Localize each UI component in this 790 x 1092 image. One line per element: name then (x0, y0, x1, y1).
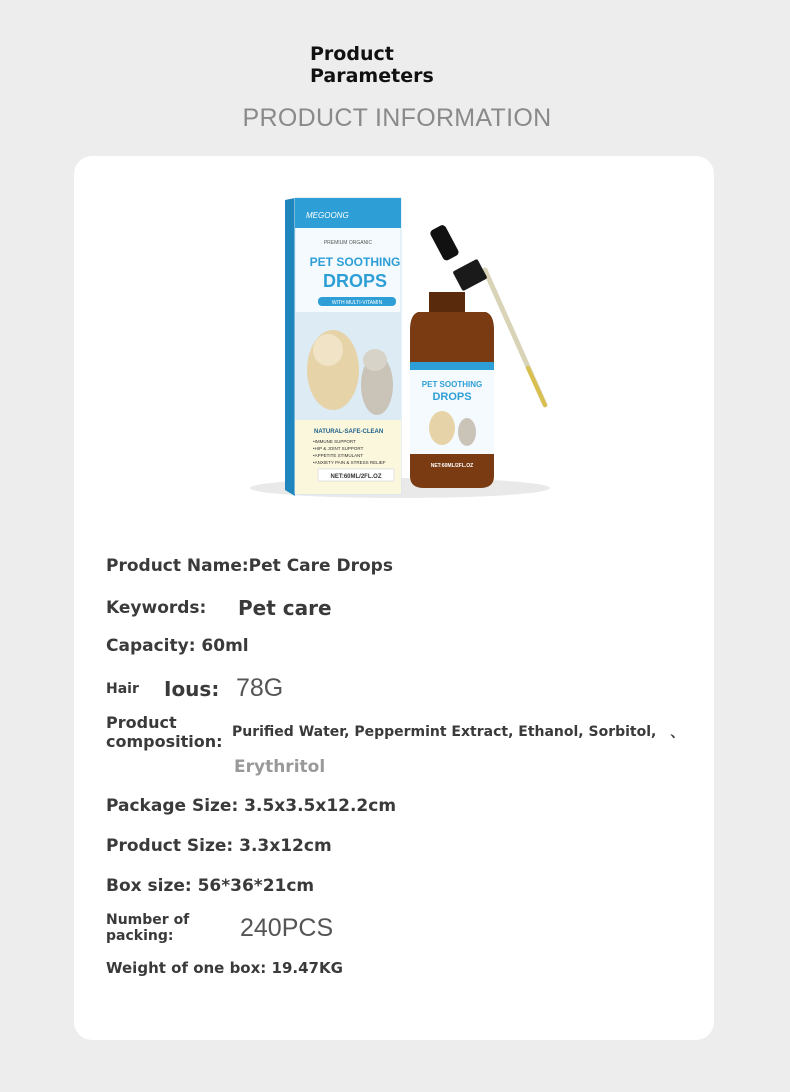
composition-mark: 、 (670, 725, 685, 741)
spec-packing (106, 912, 333, 944)
box-net-volume: NET:60ML/2FL.OZ (330, 474, 382, 480)
spec-keywords (106, 596, 332, 620)
bottle-title-line-2: DROPS (432, 391, 472, 403)
spec-product-size: Product Size: 3.3x12cm (106, 836, 332, 856)
bottle-title-line-1: PET SOOTHING (421, 380, 483, 389)
box-brand: MEGOONG (306, 211, 349, 220)
ious-label: Ious: (164, 676, 220, 701)
keywords-label: Keywords: (106, 598, 207, 618)
box-title-line-2: DROPS (322, 271, 388, 291)
spec-product-name (106, 556, 393, 576)
page-subtitle: PRODUCT INFORMATION (242, 104, 552, 132)
packing-label-line-1: Number of (106, 912, 190, 928)
ious-value: 78G (236, 674, 284, 702)
hair-label: Hair (106, 680, 139, 697)
box-benefit-1: •IMMUNE SUPPORT (313, 439, 356, 444)
spec-capacity (106, 636, 249, 656)
title-line-1: Product (310, 43, 394, 65)
spec-box-weight: Weight of one box: 19.47KG (106, 959, 343, 977)
spec-package-size: Package Size: 3.5x3.5x12.2cm (106, 796, 397, 816)
capacity-text: Capacity: 60ml (106, 636, 249, 656)
box-tagline: PREMIUM ORGANIC (323, 240, 373, 246)
spec-weight (106, 674, 283, 703)
bottle-net-volume: NET:60ML/2FL.OZ (430, 463, 474, 469)
composition-value-2: Erythritol (234, 757, 326, 777)
packing-label-line-2: packing: (106, 928, 174, 944)
composition-label-line-1: Product (106, 713, 177, 732)
product-image (210, 170, 586, 536)
keywords-value: Pet care (238, 596, 332, 620)
product-name-text: Product Name:Pet Care Drops (106, 556, 393, 576)
spec-composition (106, 713, 684, 751)
composition-value: Purified Water, Peppermint Extract, Ethanol, Sorbitol, (232, 724, 657, 740)
spec-box-size: Box size: 56*36*21cm (106, 876, 315, 896)
box-slogan: NATURAL-SAFE-CLEAN (314, 429, 384, 435)
box-benefit-2: •HIP & JOINT SUPPORT (313, 446, 364, 451)
page-title (310, 43, 434, 87)
product-box (285, 198, 401, 496)
box-benefit-3: •APPETITE STIMULANT (313, 453, 364, 458)
box-title-line-1: PET SOOTHING (309, 255, 401, 269)
box-benefit-4: •ANXIETY PAIN & STRESS RELIEF (313, 460, 386, 465)
packing-value: 240PCS (240, 913, 334, 942)
box-badge: WITH MULTI-VITAMIN (331, 300, 383, 306)
title-line-2: Parameters (310, 65, 434, 87)
composition-label-line-2: composition: (106, 732, 223, 751)
composition-label (106, 713, 232, 751)
packing-label (106, 912, 240, 944)
